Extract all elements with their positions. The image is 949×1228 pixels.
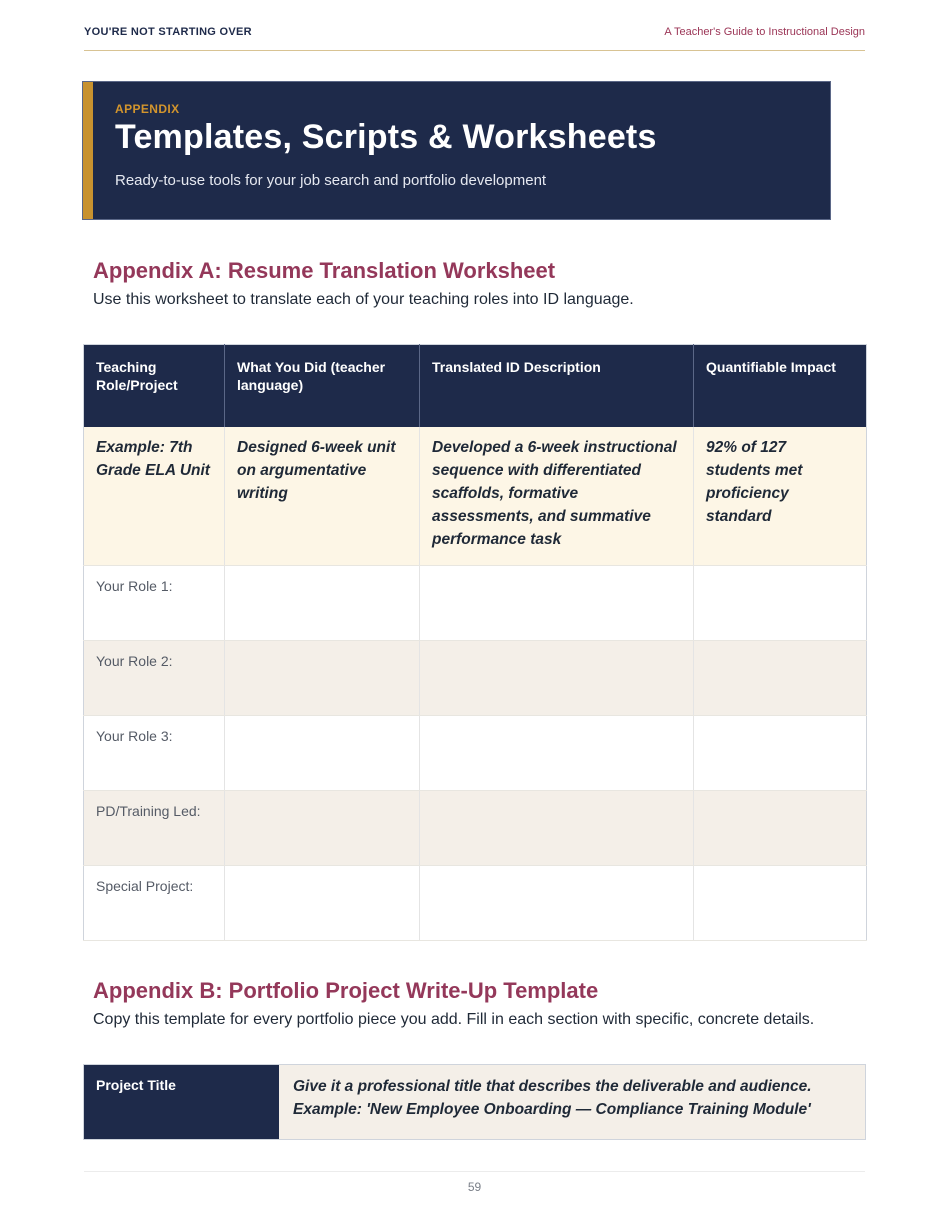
book-title: YOU'RE NOT STARTING OVER [84, 26, 252, 38]
blank-cell[interactable] [694, 716, 867, 791]
page-title: Templates, Scripts & Worksheets [115, 118, 657, 156]
row-label: Your Role 1: [84, 566, 225, 641]
example-id-description-cell: Developed a 6-week instructional sequence with differentiated scaffolds, formative assessments, and summative performance task [420, 427, 694, 566]
template-field-value[interactable]: Give it a professional title that describes the deliverable and audience. Example: 'New Employee Onboarding — Compliance Training Module' [279, 1065, 865, 1139]
column-header-id-description: Translated ID Description [420, 345, 694, 427]
page-number: 59 [467, 1180, 482, 1194]
appendix-a-heading: Appendix A: Resume Translation Worksheet [93, 258, 556, 283]
footer-divider [84, 1171, 865, 1172]
row-label: PD/Training Led: [84, 791, 225, 866]
example-teacher-language-cell: Designed 6-week unit on argumentative writing [225, 427, 420, 566]
table-row [84, 716, 867, 791]
row-label: Your Role 2: [84, 641, 225, 716]
column-header-impact: Quantifiable Impact [694, 345, 867, 427]
column-header-role: Teaching Role/Project [84, 345, 225, 427]
row-label: Your Role 3: [84, 716, 225, 791]
table-row [84, 566, 867, 641]
blank-cell[interactable] [225, 716, 420, 791]
appendix-b-intro: Copy this template for every portfolio piece you add. Fill in each section with specific, concrete details. [93, 1011, 815, 1028]
template-field-label: Project Title [84, 1065, 279, 1139]
blank-cell[interactable] [694, 791, 867, 866]
example-row [84, 427, 867, 566]
blank-cell[interactable] [225, 866, 420, 941]
table-row [84, 866, 867, 941]
table-row [84, 641, 867, 716]
running-header [84, 24, 865, 51]
appendix-banner [82, 81, 831, 220]
banner-accent-bar [83, 82, 93, 219]
banner-kicker: APPENDIX [115, 102, 180, 116]
book-subtitle: A Teacher's Guide to Instructional Design [664, 26, 865, 38]
blank-cell[interactable] [420, 866, 694, 941]
blank-cell[interactable] [225, 791, 420, 866]
column-header-teacher-language: What You Did (teacher language) [225, 345, 420, 427]
blank-cell[interactable] [420, 566, 694, 641]
resume-translation-table [83, 344, 867, 941]
blank-cell[interactable] [694, 566, 867, 641]
blank-cell[interactable] [694, 866, 867, 941]
project-title-template [83, 1064, 866, 1140]
row-label: Special Project: [84, 866, 225, 941]
blank-cell[interactable] [694, 641, 867, 716]
blank-cell[interactable] [225, 641, 420, 716]
blank-cell[interactable] [420, 791, 694, 866]
blank-cell[interactable] [420, 641, 694, 716]
table-header-row [84, 345, 867, 427]
blank-cell[interactable] [420, 716, 694, 791]
appendix-a-intro: Use this worksheet to translate each of your teaching roles into ID language. [93, 291, 634, 308]
table-row [84, 791, 867, 866]
appendix-b-heading: Appendix B: Portfolio Project Write-Up Template [93, 978, 599, 1003]
banner-subtitle: Ready-to-use tools for your job search and portfolio development [115, 172, 547, 189]
example-role-cell: Example: 7th Grade ELA Unit [84, 427, 225, 566]
example-impact-cell: 92% of 127 students met proficiency standard [694, 427, 867, 566]
blank-cell[interactable] [225, 566, 420, 641]
